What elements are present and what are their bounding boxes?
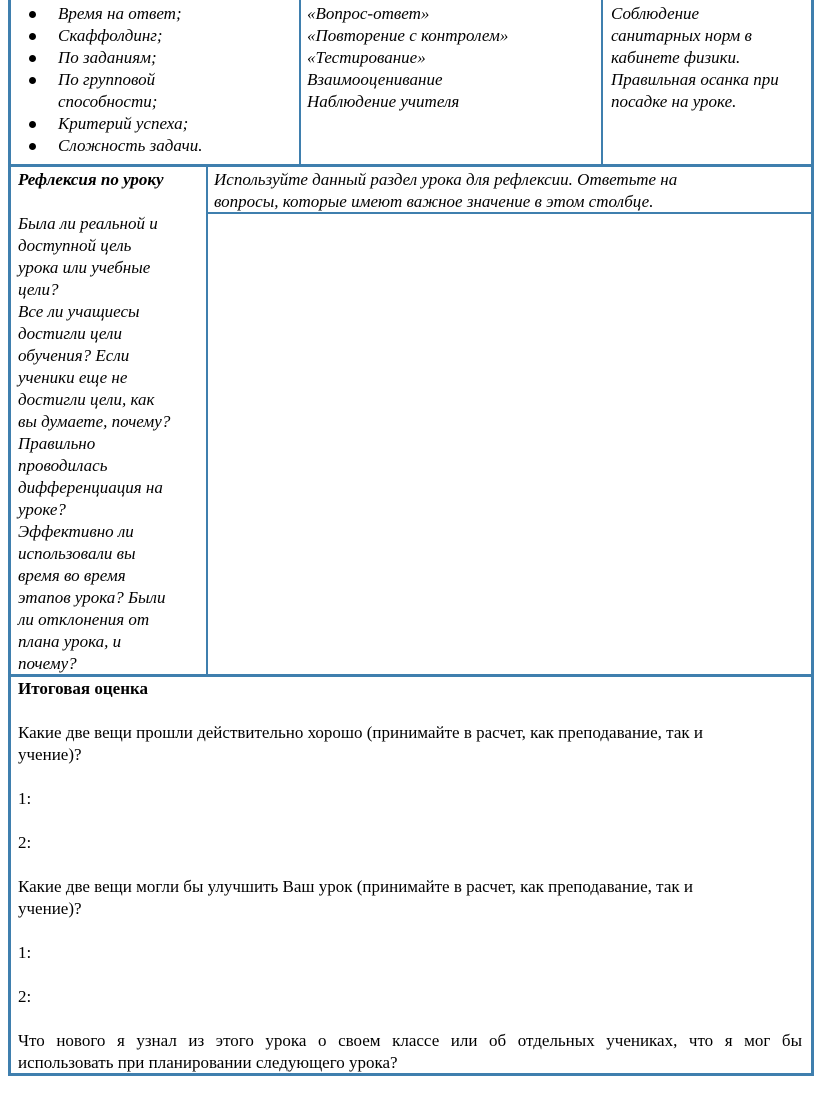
bullet-icon <box>29 121 36 128</box>
answer-went-well-1: 1: <box>18 789 32 808</box>
bullet-icon <box>29 11 36 18</box>
top-row-divider-2 <box>601 0 603 166</box>
reflection-answer-area[interactable] <box>208 214 811 674</box>
table-border-left <box>8 0 11 1076</box>
answer-went-well-2: 2: <box>18 833 32 852</box>
list-item: Скаффолдинг; <box>8 25 298 47</box>
bullet-icon <box>29 77 36 84</box>
assessment-methods: «Вопрос-ответ» «Повторение с контролем» «Тестирование» Взаимооценивание Наблюдение учителя <box>307 4 509 111</box>
question-learned: Что нового я узнал из этого урока о своем классе или об отдельных учениках, что я мог бы использовать при планировании следующего урока? <box>18 1031 802 1072</box>
list-item: Критерий успеха; <box>8 113 298 135</box>
question-went-well: Какие две вещи прошли действительно хорошо (принимайте в расчет, как преподавание, так и учение)? <box>18 723 703 764</box>
list-item: По групповой способности; <box>8 69 208 113</box>
reflection-title: Рефлексия по уроку <box>18 170 164 189</box>
reflection-instruction: Используйте данный раздел урока для рефлексии. Ответьте на вопросы, которые имеют важное значение в этом столбце. <box>214 170 678 211</box>
top-row-bottom-border <box>8 164 814 167</box>
bullet-icon <box>29 33 36 40</box>
question-improve: Какие две вещи могли бы улучшить Ваш урок (принимайте в расчет, как преподавание, так и учение)? <box>18 877 693 918</box>
list-item: По заданиям; <box>8 47 298 69</box>
list-item: Время на ответ; <box>8 3 298 25</box>
bullet-icon <box>29 55 36 62</box>
answer-improve-2: 2: <box>18 987 32 1006</box>
health-safety-notes: Соблюдение санитарных норм в кабинете физики. Правильная осанка при посадке на уроке. <box>611 4 779 111</box>
reflection-cell: Рефлексия по уроку Была ли реальной и доступной цель урока или учебные цели? Все ли учащиесы достигли цели обучения? Если ученики еще не достигли цели, как вы думаете, почему? Правильно проводилась дифференциация на уроке? Эффективно ли использовали вы время во время этапов урока? Были ли отклонения от плана урока, и почему? <box>18 169 204 675</box>
top-row-divider-1 <box>299 0 301 166</box>
differentiation-list <box>8 3 298 157</box>
final-assessment-title: Итоговая оценка <box>18 679 149 698</box>
list-item: Сложность задачи. <box>8 135 298 157</box>
answer-improve-1: 1: <box>18 943 32 962</box>
table-border-right <box>811 0 814 1076</box>
bullet-icon <box>29 143 36 150</box>
